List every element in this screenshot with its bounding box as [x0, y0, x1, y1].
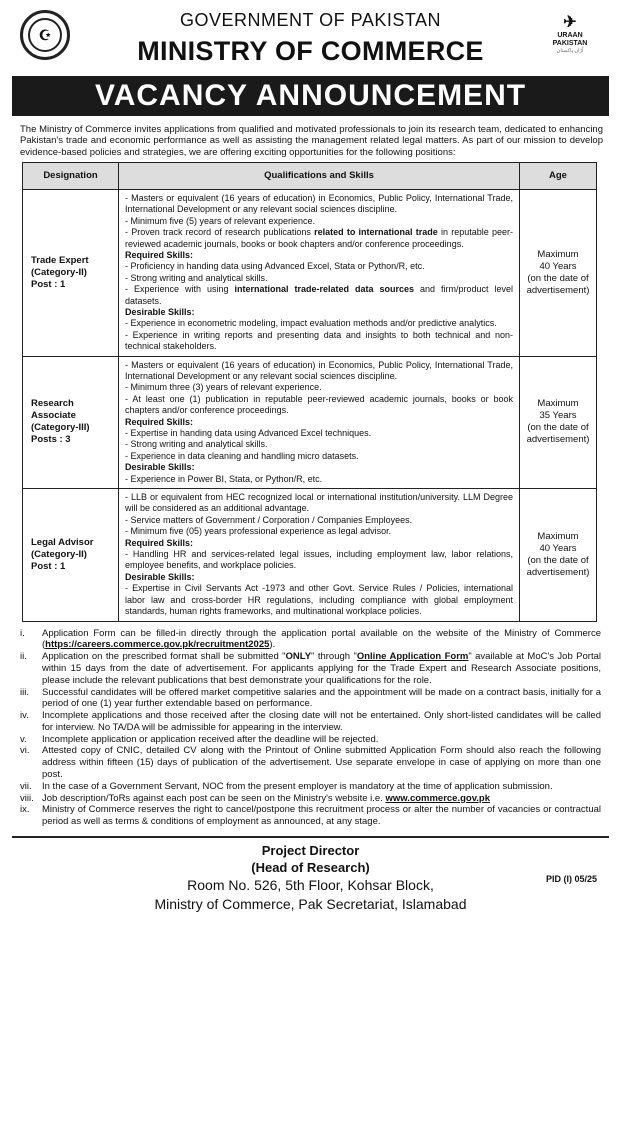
list-item: ii. Application on the prescribed format shall be submitted "ONLY" through "Online Application Form" available at MoC's Job Portal within 15 days from the date of advertisement. For applicants applying for the Trade Expert and Research Associate positions, please include the relevant publications that best demonstrate your qualifications for the role.	[20, 651, 601, 686]
footer-contact	[10, 838, 611, 914]
online-application-form-link[interactable]: Online Application Form	[356, 651, 469, 663]
age-cell: Maximum 35 Years (on the date of advertisement)	[520, 356, 597, 488]
intro-paragraph: The Ministry of Commerce invites applications from qualified and motivated professionals to join its research team, dedicated to enhancing Pakistan's trade and economic performance as well as assisting the management related legal matters. As part of our mission to develop evidence-based policies and strategies, we are offering exciting opportunities for the following positions:	[20, 124, 603, 158]
header	[10, 8, 611, 70]
vacancy-table	[22, 162, 597, 622]
vacancy-banner: VACANCY ANNOUNCEMENT	[12, 76, 609, 116]
list-item: ix. Ministry of Commerce reserves the right to cancel/postpone this recruitment process or alter the number of vacancies or contractual period as well as terms & conditions of employment as announced, at any stage.	[20, 804, 601, 828]
uraan-pakistan-logo: ✈ URAAN PAKISTAN اُڑان پاکستان	[543, 14, 597, 55]
qualifications-cell: - Masters or equivalent (16 years of education) in Economics, Public Policy, International Trade, International Development or any relevant social sciences discipline. - Minimum three (3) years of relevant experience. - At least one (1) publication in reputable peer-reviewed academic journals, books or book chapters and/or conference proceedings. Required Skills: - Expertise in handing data using Advanced Excel techniques. - Strong writing and analytical skills. - Experience in data cleaning and handling micro datasets. Desirable Skills: - Experience in Power BI, Stata, or Python/R, etc.	[119, 356, 520, 488]
designation-cell: Trade Expert (Category-II) Post : 1	[23, 189, 119, 356]
col-designation: Designation	[23, 162, 119, 189]
list-item: v. Incomplete application or application received after the deadline will be rejected.	[20, 733, 379, 745]
instructions-list	[20, 628, 601, 829]
contact-title: Project Director	[261, 843, 360, 859]
table-row	[23, 189, 597, 356]
address-line-2: Ministry of Commerce, Pak Secretariat, Islamabad	[154, 896, 467, 913]
list-item: vii. In the case of a Government Servant, NOC from the present employer is mandatory at the time of application submission.	[20, 780, 553, 792]
age-cell: Maximum 40 Years (on the date of advertisement)	[520, 189, 597, 356]
list-item: vi. Attested copy of CNIC, detailed CV along with the Printout of Online submitted Application Form should also reach the following address within fifteen (15) days of publication of the advertisement. Use separate envelope in case of applying on more than one post.	[20, 745, 601, 781]
ministry-website-link[interactable]: www.commerce.gov.pk	[385, 792, 491, 804]
desirable-skills-heading: Desirable Skills:	[125, 571, 195, 582]
desirable-skills-heading: Desirable Skills:	[125, 306, 195, 317]
contact-subtitle: (Head of Research)	[251, 860, 370, 876]
address-line-1: Room No. 526, 5th Floor, Kohsar Block,	[187, 877, 434, 894]
careers-portal-link[interactable]: https://careers.commerce.gov.pk/recruitment2025	[45, 639, 270, 651]
ministry-title: MINISTRY OF COMMERCE	[137, 36, 484, 66]
col-age: Age	[520, 162, 597, 189]
designation-cell: Legal Advisor (Category-II) Post : 1	[23, 489, 119, 621]
government-title: GOVERNMENT OF PAKISTAN	[179, 10, 442, 30]
qualifications-cell: - Masters or equivalent (16 years of education) in Economics, Public Policy, International Trade, International Development or any relevant social sciences discipline. - Minimum five (5) years of relevant experience. - Proven track record of research publications related to international trade in reputable peer-reviewed academic journals, books or book chapters and/or conference proceedings. Required Skills: - Proficiency in handing data using Advanced Excel, Stata or Python/R, etc. - Strong writing and analytical skills. - Experience with using international trade-related data sources and firm/product level datasets. Desirable Skills: - Experience in econometric modeling, impact evaluation methods and/or predictive analytics. - Experience in writing reports and presenting data and insights to both technical and non-technical stakeholders.	[119, 189, 520, 356]
required-skills-heading: Required Skills:	[125, 249, 194, 260]
table-header-row	[23, 162, 597, 189]
list-item: iv. Incomplete applications and those received after the closing date will not be entertained. Only short-listed candidates will be called for interview. No TA/DA will be admissible for appearing in the interview.	[20, 710, 601, 733]
desirable-skills-heading: Desirable Skills:	[125, 462, 195, 473]
state-emblem-icon: ☪	[20, 10, 70, 60]
list-item: viii. Job description/ToRs against each post can be seen on the Ministry's website i.e. www.commerce.gov.pk	[20, 792, 491, 804]
age-cell: Maximum 40 Years (on the date of advertisement)	[520, 489, 597, 621]
qualifications-cell: - LLB or equivalent from HEC recognized local or international institution/university. LLM Degree will be considered as an additional advantage. - Service matters of Government / Corporation / Companies Employees. - Minimum five (05) years professional experience as legal advisor. Required Skills: - Handling HR and services-related legal issues, including employment law, labor relations, employee benefits, and workplace policies. Desirable Skills: - Expertise in Civil Servants Act -1973 and other Govt. Service Rules / Policies, international labor law and cross-border HR regulations, including compliance with global employment standards, human rights frameworks, and multinational workplace policies.	[119, 489, 520, 621]
uraan-bird-icon: ✈	[563, 14, 577, 31]
pid-number: PID (I) 05/25	[545, 874, 597, 885]
required-skills-heading: Required Skills:	[125, 537, 194, 548]
list-item: iii. Successful candidates will be offered market competitive salaries and the appointment will be made on a contract basis, initially for a period of one (1) year further extendable based on performance.	[20, 686, 601, 710]
col-qualifications: Qualifications and Skills	[119, 162, 520, 189]
required-skills-heading: Required Skills:	[125, 416, 194, 427]
designation-cell: Research Associate (Category-III) Posts : 3	[23, 356, 119, 488]
list-item: i. Application Form can be filled-in directly through the application portal available on the website of the Ministry of Commerce (https://careers.commerce.gov.pk/recruitment2025).	[20, 627, 601, 651]
table-row	[23, 356, 597, 488]
table-row	[23, 489, 597, 621]
